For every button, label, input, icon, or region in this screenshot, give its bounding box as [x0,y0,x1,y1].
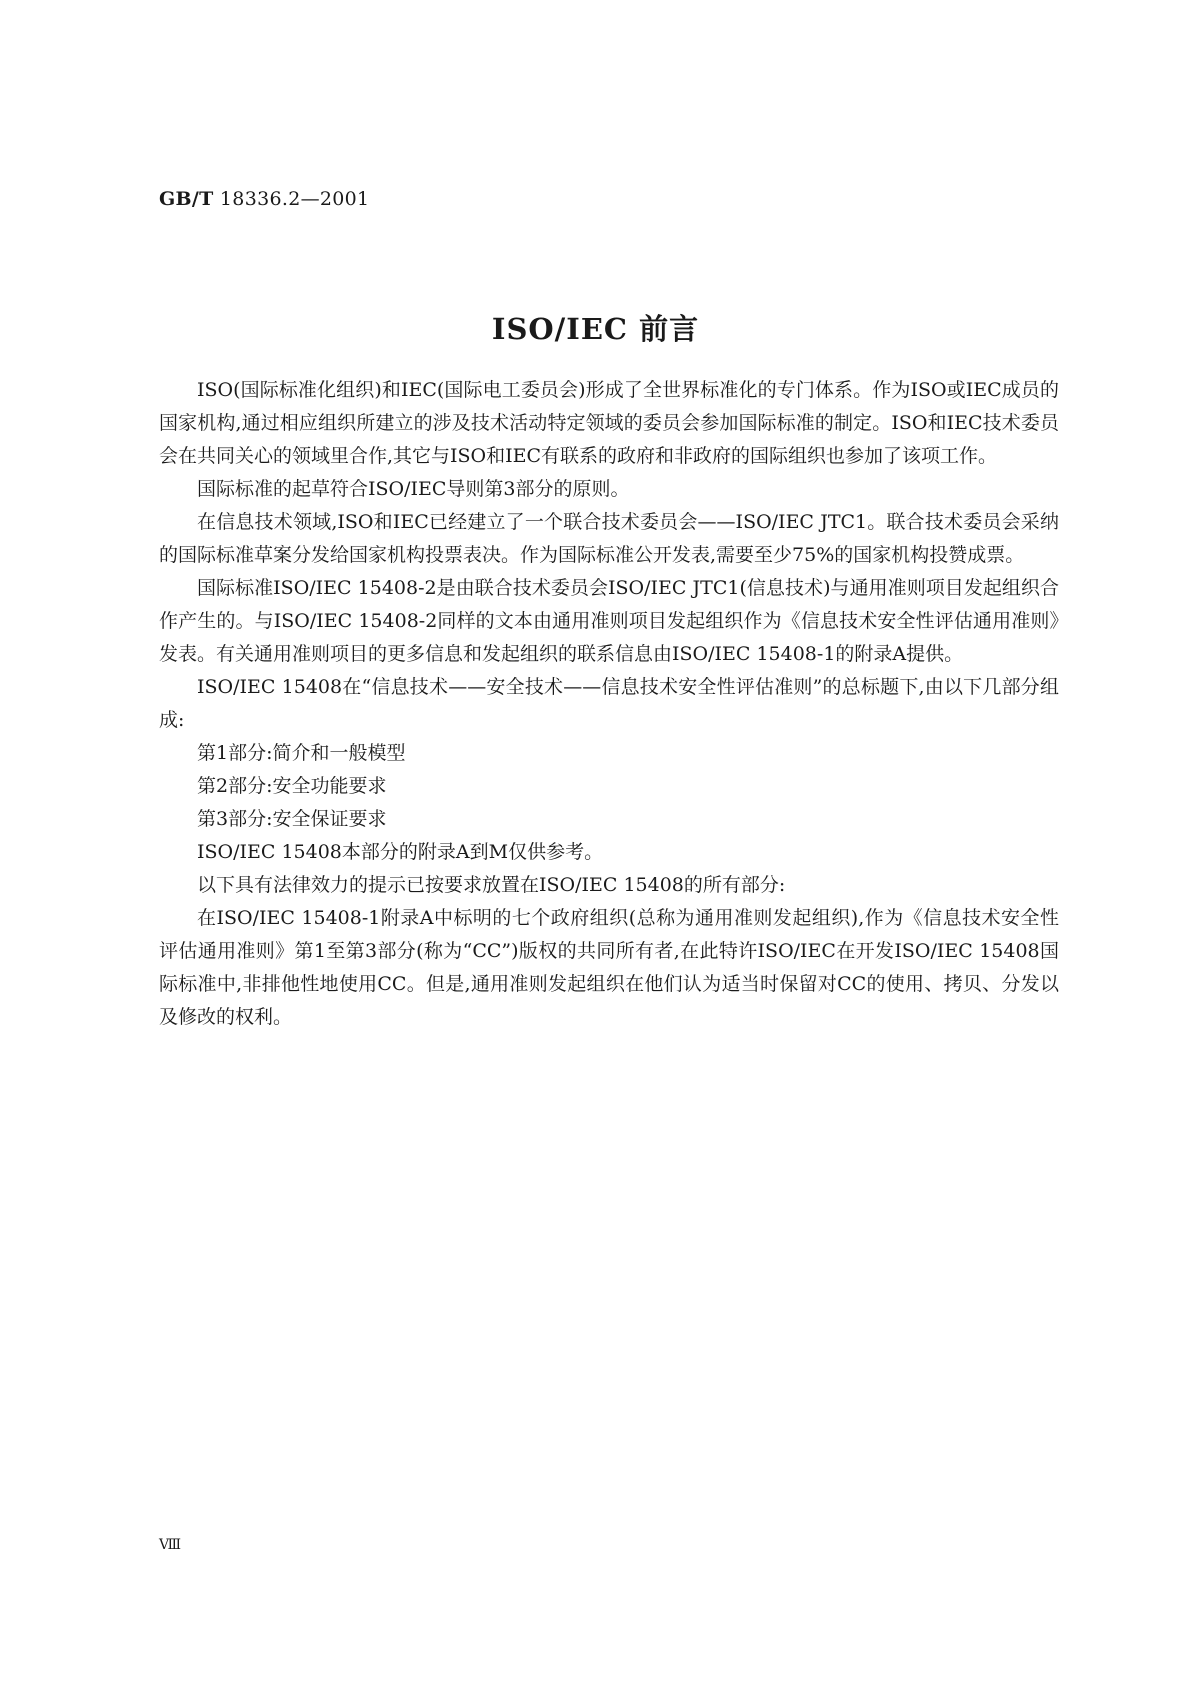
list-item-part-2: 第2部分:安全功能要求 [197,775,387,797]
list-item-part-3: 第3部分:安全保证要求 [197,808,387,830]
paragraph-jtc1: 在信息技术领域,ISO和IEC已经建立了一个联合技术委员会——ISO/IEC JTC1。联合技术委员会采纳的国际标准草案分发给国家机构投票表决。作为国际标准公开发表,需要至少75%的国家机构投赞成票。 [159,511,1059,566]
standard-prefix: GB/T [159,188,214,210]
paragraph-parts-intro: ISO/IEC 15408在“信息技术——安全技术——信息技术安全性评估准则”的总标题下,由以下几部分组成: [159,676,1059,731]
paragraph-legal-notice: 在ISO/IEC 15408-1附录A中标明的七个政府组织(总称为通用准则发起组织),作为《信息技术安全性评估通用准则》第1至第3部分(称为“CC”)版权的共同所有者,在此特许ISO/IEC在开发ISO/IEC 15408国际标准中,非排他性地使用CC。但是,通用准则发起组织在他们认为适当时保留对CC的使用、拷贝、分发以及修改的权利。 [159,907,1059,1028]
foreword-body [159,374,1059,1034]
paragraph-legal-notice-intro: 以下具有法律效力的提示已按要求放置在ISO/IEC 15408的所有部分: [197,874,786,896]
page-number: Ⅷ [159,1537,182,1553]
list-item-part-1: 第1部分:简介和一般模型 [197,742,406,764]
standard-number: 18336.2—2001 [219,188,370,210]
paragraph-15408-2-origin: 国际标准ISO/IEC 15408-2是由联合技术委员会ISO/IEC JTC1(信息技术)与通用准则项目发起组织合作产生的。与ISO/IEC 15408-2同样的文本由通用准则项目发起组织作为《信息技术安全性评估通用准则》发表。有关通用准则项目的更多信息和发起组织的联系信息由ISO/IEC 15408-1的附录A提供。 [159,577,1059,665]
paragraph-drafting-rules: 国际标准的起草符合ISO/IEC导则第3部分的原则。 [197,478,630,500]
page-title: ISO/IEC 前言 [491,312,700,346]
paragraph-annexes: ISO/IEC 15408本部分的附录A到M仅供参考。 [197,841,604,863]
standard-code [159,188,369,210]
paragraph-iso-iec-intro: ISO(国际标准化组织)和IEC(国际电工委员会)形成了全世界标准化的专门体系。作为ISO或IEC成员的国家机构,通过相应组织所建立的涉及技术活动特定领域的委员会参加国际标准的制定。ISO和IEC技术委员会在共同关心的领域里合作,其它与ISO和IEC有联系的政府和非政府的国际组织也参加了该项工作。 [159,379,1059,467]
